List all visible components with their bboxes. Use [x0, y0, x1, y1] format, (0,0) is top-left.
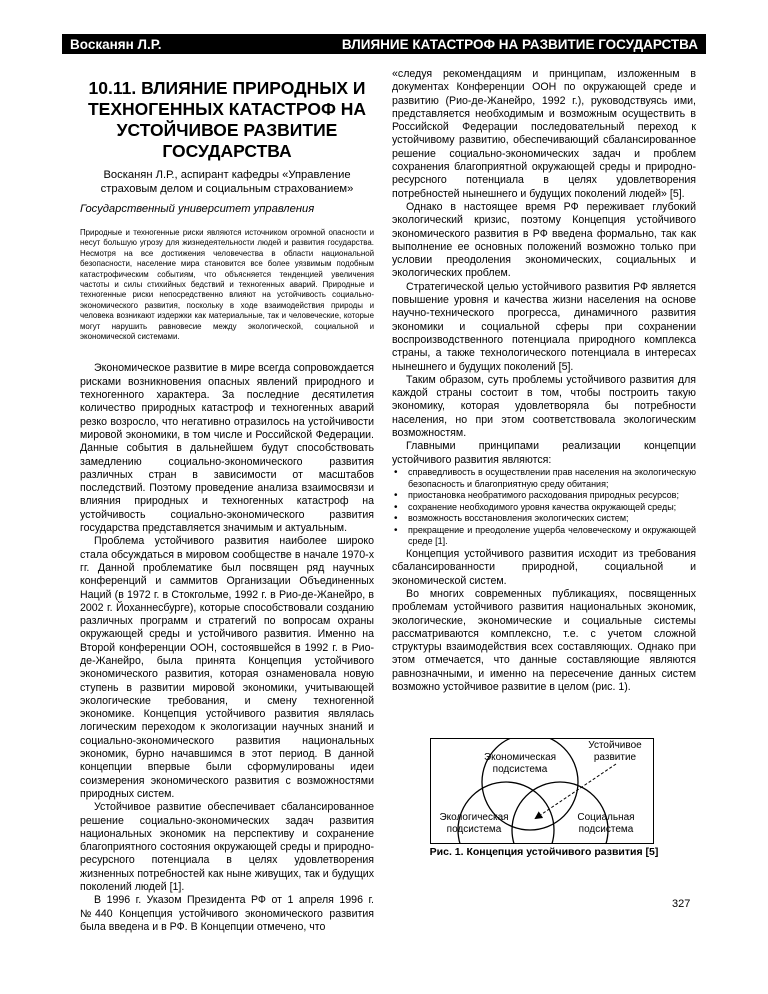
list-item: • приостановка необратимого расходования природных ресурсов;: [408, 490, 696, 502]
body-paragraph: Проблема устойчивого развития наиболее широко стала обсуждаться в мировом сообществе в начале 1970-х гг. Данной проблематике был посвящен ряд научных конференций и саммитов Организации Объединенных Наций (в 1972 г. в Стокгольме, 1992 г. в Рио-де-Жанейро, в 2002 г. Йоханнесбурге), которые способствовали созданию различных программ и стратегий по вопросам охраны окружающей среды и устойчивого развития. Именно на Второй конференции ООН, состоявшейся в 1992 г. в Рио-де-Жанейро, была принята Концепция устойчивого экономического развития, которая ознаменовала новую ступень в развитии мировой экономики, учитывающей экологические требования, и смену техногенной экономике. Концепция устойчивого развития являлась логическим переходом к экологизации научных знаний и социально-экономического развития национальных экономик, бурно начавшимся в этот период. В данной концепции впервые были сформулированы идеи соизмерения экономического развития с возможностями природных систем.: [80, 535, 374, 800]
author-line: Восканян Л.Р., аспирант кафедры «Управление страховым делом и социальным страхованием»: [100, 169, 354, 195]
sustainable-label: Устойчивое развитие: [588, 740, 642, 763]
body-paragraph: Главными принципами реализации концепции устойчивого развития являются:: [392, 440, 696, 466]
running-header: [62, 34, 706, 54]
body-paragraph: В 1996 г. Указом Президента РФ от 1 апреля 1996 г. №440 Концепция устойчивого экономического развития была введена и в РФ. В Концепции отмечено, что: [80, 894, 374, 933]
page-number: 327: [672, 898, 691, 910]
list-item: • возможность восстановления экологических систем;: [408, 513, 696, 525]
affiliation: Государственный университет управления: [80, 203, 315, 215]
ecological-label: Экологическая подсистема: [439, 812, 509, 835]
body-paragraph: Концепция устойчивого развития исходит из требования сбалансированности природной, социальной и экономической систем.: [392, 548, 696, 587]
body-paragraph: Однако в настоящее время РФ переживает глубокий экологический кризис, поэтому Концепция устойчивого экономического развития в РФ введена формально, так как выполнение ее основных положений возможно только при условии преодоления экономических, социальных и экологических проблем.: [392, 200, 696, 280]
body-paragraph: Таким образом, суть проблемы устойчивого развития для каждой страны состоит в том, чтобы построить такую экономику, которая удовлетворяла бы потребности населения, но при этом соответствовала экологическим возможностям.: [392, 373, 696, 440]
principles-list: [392, 467, 696, 548]
social-label: Социальная подсистема: [577, 812, 635, 835]
body-paragraph: Стратегической целью устойчивого развития РФ является повышение уровня и качества жизни населения на основе научно-технического прогресса, динамичного развития экономики и социальной сферы при сохранении воспроизводственного потенциала природного комплекса страны, а также технологического потенциала в интересах нынешнего и будущих поколений [5].: [392, 280, 696, 373]
article-title: 10.11. ВЛИЯНИЕ ПРИРОДНЫХ И ТЕХНОГЕННЫХ КАТАСТРОФ НА УСТОЙЧИВОЕ РАЗВИТИЕ ГОСУДАРСТВА: [87, 78, 367, 161]
header-running-title: ВЛИЯНИЕ КАТАСТРОФ НА РАЗВИТИЕ ГОСУДАРСТВА: [341, 36, 698, 52]
list-item: • справедливость в осуществлении прав населения на экологическую безопасность и благоприятную среду обитания;: [408, 467, 696, 490]
list-item: • прекращение и преодоление ущерба человеческому и окружающей среде [1].: [408, 525, 696, 548]
body-paragraph: Во многих современных публикациях, посвященных проблемам устойчивого развития национальных экономик, экологические, экономические и социальные системы рассматриваются комплексно, т.е. с учетом сложной структуры взаимодействия всех составляющих. Однако при этом отмечается, что данные составляющие являются равнозначными, и именно на пересечение данных систем возможно устойчивое развитие в целом (рис. 1).: [392, 587, 696, 694]
economic-label: Экономическая подсистема: [483, 752, 557, 775]
body-paragraph: «следуя рекомендациям и принципам, изложенным в документах Конференции ООН по окружающей среде и развитию (Рио-де-Жанейро, 1992 г.), руководствуясь ими, представляется необходимым и возможным осуществить в Российской Федерации последовательный переход к устойчивому развитию, обеспечивающий сбалансированное решение социально-экономических задач и проблем сохранения благоприятной окружающей среды и природно-ресурсного потенциала в целях удовлетворения потребностей нынешнего и будущих поколений людей» [5].: [392, 68, 696, 200]
body-paragraph: Экономическое развитие в мире всегда сопровождается рисками возникновения опасных явлений природного и техногенного характера. За последние десятилетия количество природных катастроф и техногенных аварий резко возросло, что негативно отразилось на устойчивости мировой экономики, в том числе и Российской Федерации. Данные события в дальнейшем будут способствовать замедлению социально-экономического развития различных стран в зависимости от масштабов последствий. Поэтому проведение анализа взаимосвязи и влияния природных и техногенных катастроф на устойчивость социально-экономического развития государства представляется значимым и актуальным.: [80, 362, 374, 535]
abstract: Природные и техногенные риски являются источником огромной опасности и несут большую угрозу для жизнедеятельности людей и развития государства. Несмотря на все достижения человечества в области национальной безопасности, население мира становится все более уязвимым подобным катастрофическим событиям, что объясняется тенденцией увеличения частоты и силы стихийных бедствий и техногенных аварий. Природные и техногенные риски непосредственно влияют на устойчивость социально-экономического развития, поскольку в ходе взаимодействия природы и человека возникают издержки как материальные, так и человеческие, которые могут нарушить равновесие между экологической, социальной и экономической системами.: [80, 228, 374, 342]
right-column: [392, 68, 696, 694]
body-paragraph: Устойчивое развитие обеспечивает сбалансированное решение социально-экономических задач развития национальных экономик на перспективу и сохранение благоприятного состояния окружающей среды и природно-ресурсного потенциала в целях удовлетворения жизненных потребностей как ныне живущих, так и будущих поколений людей [1].: [80, 801, 374, 894]
header-author: Восканян Л.Р.: [70, 36, 162, 52]
left-column: [80, 78, 374, 934]
list-item: • сохранение необходимого уровня качества окружающей среды;: [408, 502, 696, 514]
figure-caption: Рис. 1. Концепция устойчивого развития [5]: [429, 846, 659, 858]
